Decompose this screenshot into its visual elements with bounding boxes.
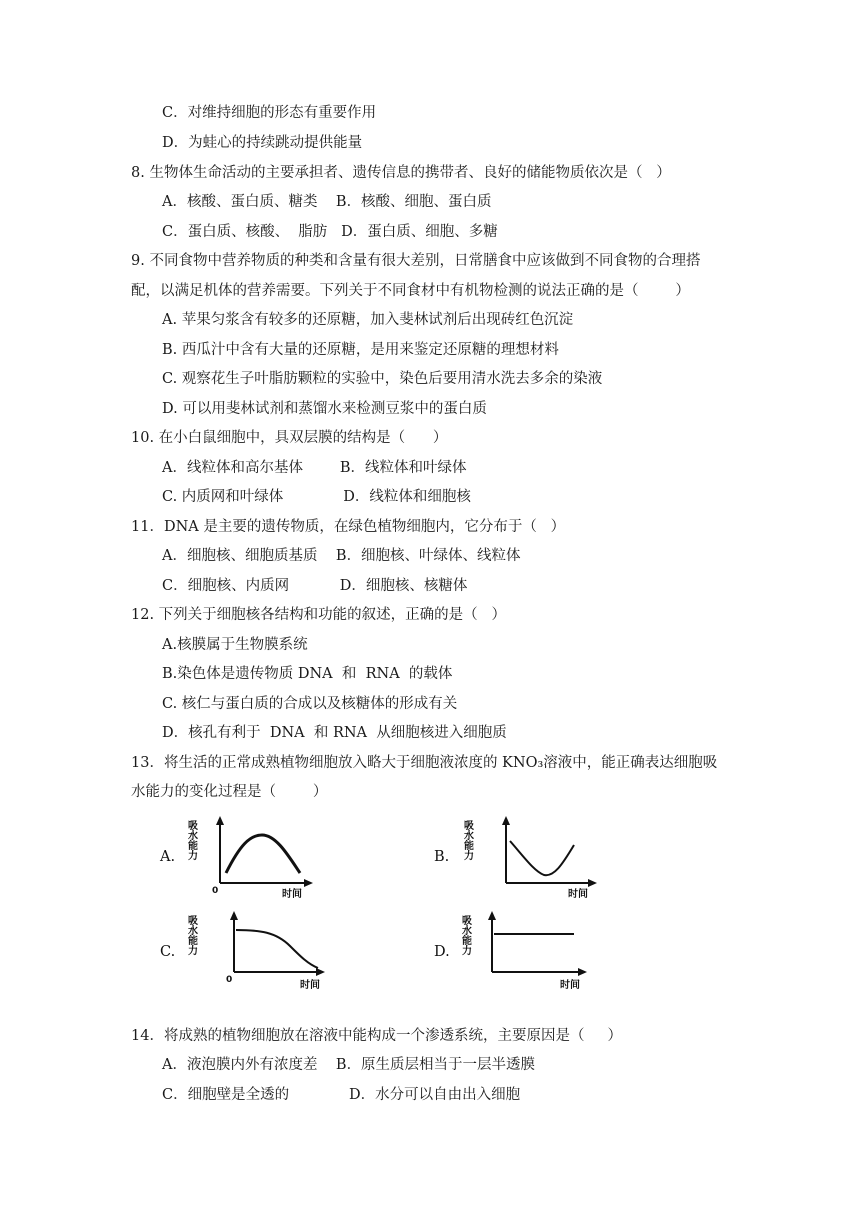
graph-a-origin: 0: [212, 886, 219, 896]
graph-a-label: A.: [160, 849, 176, 865]
graph-c-x-arrow: [316, 968, 325, 976]
question-9-line1: 9. 不同食物中营养物质的种类和含量有很大差别，日常膳食中应该做到不同食物的合理搭: [131, 253, 701, 269]
q11-options-ab: A．细胞核、细胞质基质 B．细胞核、叶绿体、线粒体: [162, 548, 521, 564]
question-13-line1: 13．将生活的正常成熟植物细胞放入略大于细胞液浓度的 KNO₃溶液中，能正确表达细胞吸: [131, 755, 718, 771]
q14-options-cd: C．细胞壁是全透的 D．水分可以自由出入细胞: [162, 1087, 521, 1103]
graph-b-y-arrow: [502, 816, 510, 825]
graph-b: [456, 815, 606, 900]
q9-option-d: D. 可以用斐林试剂和蒸馏水来检测豆浆中的蛋白质: [162, 401, 487, 417]
q10-options-cd: C. 内质网和叶绿体 D．线粒体和细胞核: [162, 489, 471, 505]
question-12: 12. 下列关于细胞核各结构和功能的叙述，正确的是（ ）: [131, 607, 506, 623]
graph-d-label: D.: [434, 944, 450, 960]
q12-option-a: A.核膜属于生物膜系统: [162, 637, 308, 653]
question-10: 10. 在小白鼠细胞中，具双层膜的结构是（ ）: [131, 430, 448, 446]
graph-b-curve: [510, 841, 574, 875]
graph-c-origin: 0: [226, 975, 233, 985]
q9-option-b: B. 西瓜汁中含有大量的还原糖，是用来鉴定还原糖的理想材料: [162, 342, 559, 358]
graph-d: [456, 910, 606, 990]
graph-d-ylabel: 吸水能力: [462, 916, 472, 957]
question-13-line2: 水能力的变化过程是（ ）: [131, 784, 328, 800]
q8-options-cd: C．蛋白质、核酸、 脂肪 D．蛋白质、细胞、多糖: [162, 224, 498, 240]
graph-c-label: C.: [160, 944, 176, 960]
graph-a: [180, 815, 320, 900]
graph-b-x-arrow: [588, 879, 597, 887]
graph-c-ylabel: 吸水能力: [188, 916, 198, 957]
question-14: 14．将成熟的植物细胞放在溶液中能构成一个渗透系统，主要原因是（ ）: [131, 1028, 622, 1044]
q12-option-d: D．核孔有利于 DNA 和 RNA 从细胞核进入细胞质: [162, 725, 507, 741]
graph-a-xlabel: 时间: [282, 889, 302, 900]
q9-option-a: A. 苹果匀浆含有较多的还原糖，加入斐林试剂后出现砖红色沉淀: [162, 312, 574, 328]
q10-options-ab: A．线粒体和高尔基体 B．线粒体和叶绿体: [162, 460, 467, 476]
graph-d-y-arrow: [488, 911, 496, 920]
graph-c-y-arrow: [230, 911, 238, 920]
graph-a-ylabel: 吸水能力: [188, 821, 198, 862]
graph-b-label: B.: [434, 849, 450, 865]
question-9-line2: 配，以满足机体的营养需要。下列关于不同食材中有机物检测的说法正确的是（ ）: [131, 283, 690, 299]
graph-d-x-arrow: [578, 968, 587, 976]
q9-option-c: C. 观察花生子叶脂肪颗粒的实验中，染色后要用清水洗去多余的染液: [162, 371, 603, 387]
q14-options-ab: A．液泡膜内外有浓度差 B．原生质层相当于一层半透膜: [162, 1057, 536, 1073]
q11-options-cd: C．细胞核、内质网 D．细胞核、核糖体: [162, 578, 468, 594]
graph-b-xlabel: 时间: [568, 889, 588, 900]
graph-a-y-arrow: [216, 816, 224, 825]
q7-option-d: D．为蛙心的持续跳动提供能量: [162, 135, 363, 151]
graph-b-ylabel: 吸水能力: [464, 821, 474, 862]
graph-a-x-arrow: [304, 879, 313, 887]
graph-c-xlabel: 时间: [300, 980, 320, 991]
q12-option-c: C. 核仁与蛋白质的合成以及核糖体的形成有关: [162, 696, 458, 712]
graph-d-xlabel: 时间: [560, 980, 580, 991]
q8-options-ab: A．核酸、蛋白质、糖类 B．核酸、细胞、蛋白质: [162, 194, 492, 210]
graph-c-curve: [236, 930, 318, 968]
graph-a-curve: [226, 835, 300, 873]
q12-option-b: B.染色体是遗传物质 DNA 和 RNA 的载体: [162, 666, 453, 682]
q7-option-c: C．对维持细胞的形态有重要作用: [162, 105, 377, 121]
question-11: 11．DNA 是主要的遗传物质，在绿色植物细胞内，它分布于（ ）: [131, 519, 566, 535]
graph-c: [180, 910, 330, 990]
question-8: 8. 生物体生命活动的主要承担者、遗传信息的携带者、良好的储能物质依次是（ ）: [131, 165, 671, 181]
